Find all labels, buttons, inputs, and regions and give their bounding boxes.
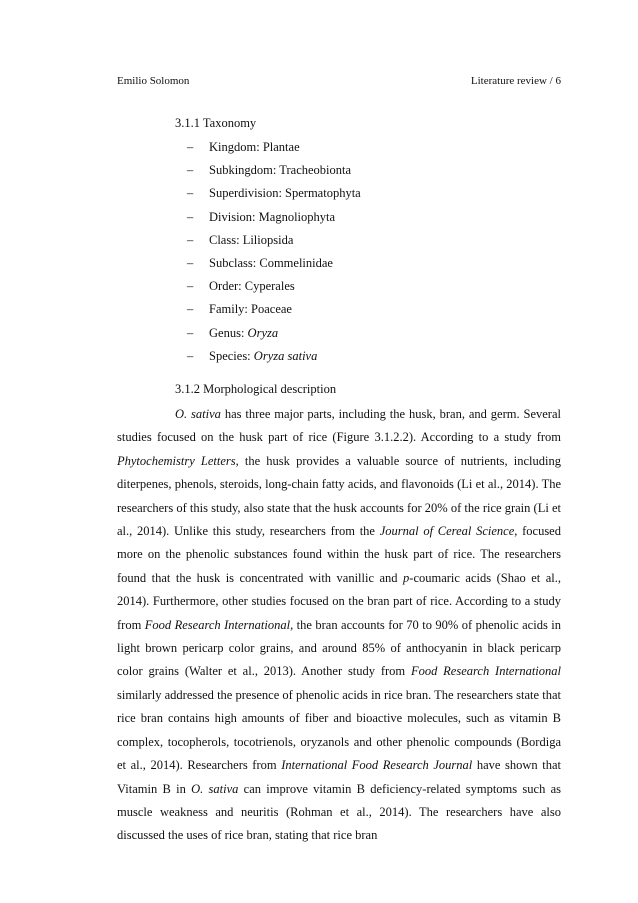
- italic-text-segment: p: [403, 570, 410, 585]
- dash-bullet: –: [187, 279, 194, 294]
- taxonomy-label: Superdivision:: [209, 186, 286, 201]
- dash-bullet: –: [187, 232, 194, 247]
- dash-bullet: –: [187, 302, 194, 317]
- taxonomy-label: Subkingdom:: [209, 163, 280, 178]
- taxonomy-item: [187, 325, 361, 348]
- taxonomy-value: Oryza: [247, 325, 279, 340]
- taxonomy-label: Class:: [209, 232, 243, 247]
- italic-text-segment: International Food Research Journal: [281, 758, 473, 773]
- text-segment: , the husk provides a valuable source of nutrients, including diterpenes, phenols, steroids, long-chain fatty acids, and flavonoids (Li et al., 2014). The researchers of this study, also state that the husk accounts for 20% of the rice grain (Li et al., 2014). Unlike this study, researchers from the: [117, 453, 561, 539]
- taxonomy-item: [187, 278, 361, 301]
- taxonomy-value: Magnoliophyta: [258, 209, 336, 224]
- taxonomy-list: [187, 139, 361, 371]
- taxonomy-item: [187, 209, 361, 232]
- text-segment: , the bran accounts for 70 to 90% of phenolic acids in light brown pericarp color grains, and around 85% of anthocyanin in black pericarp color grains (Walter et al., 2013). Another study from: [117, 617, 561, 679]
- morphology-paragraph: [117, 403, 561, 848]
- taxonomy-label: Order:: [209, 279, 245, 294]
- italic-text-segment: Phytochemistry Letters: [117, 453, 236, 468]
- dash-bullet: –: [187, 140, 194, 154]
- header-page-label: Literature review / 6: [470, 75, 561, 87]
- taxonomy-item: [187, 348, 361, 371]
- taxonomy-item: [187, 162, 361, 185]
- italic-text-segment: Food Research International: [410, 664, 561, 679]
- italic-text-segment: O. sativa: [175, 407, 221, 421]
- taxonomy-item: [187, 185, 361, 208]
- dash-bullet: –: [187, 163, 194, 178]
- dash-bullet: –: [187, 186, 194, 201]
- text-segment: has three major parts, including the husk, bran, and germ. Several studies focused on the husk part of rice (Figure 3.1.2.2). According to a study from: [117, 407, 561, 445]
- taxonomy-label: Subclass:: [209, 255, 260, 270]
- taxonomy-value: Commelinidae: [259, 255, 333, 270]
- morphology-heading: 3.1.2 Morphological description: [175, 382, 337, 396]
- taxonomy-heading: 3.1.1 Taxonomy: [175, 116, 257, 130]
- taxonomy-value: Plantae: [262, 140, 300, 154]
- taxonomy-label: Division:: [209, 209, 259, 224]
- taxonomy-item: [187, 139, 361, 162]
- italic-text-segment: Food Research International: [144, 617, 291, 632]
- dash-bullet: –: [187, 348, 194, 363]
- text-segment: -coumaric acids (Shao et al., 2014). Furthermore, other studies focused on the bran part of rice. According to a study from: [117, 570, 561, 632]
- text-segment: have shown that Vitamin B in: [117, 758, 561, 796]
- taxonomy-value: Poaceae: [251, 302, 292, 317]
- taxonomy-value: Cyperales: [244, 279, 295, 294]
- taxonomy-item: [187, 301, 361, 324]
- italic-text-segment: Journal of Cereal Science: [379, 524, 515, 539]
- taxonomy-value: Spermatophyta: [285, 186, 361, 201]
- dash-bullet: –: [187, 255, 194, 270]
- taxonomy-value: Tracheobionta: [279, 163, 352, 178]
- text-segment: can improve vitamin B deficiency-related symptoms such as muscle weakness and neuritis (Rohman et al., 2014). The researchers have also discussed the uses of rice bran, stating that rice bran: [117, 781, 561, 843]
- taxonomy-value: Oryza sativa: [253, 348, 318, 363]
- taxonomy-label: Genus:: [209, 325, 248, 340]
- text-segment: , focused more on the phenolic substances found within the husk part of rice. The researchers found that the husk is concentrated with vanillic and: [117, 524, 561, 585]
- taxonomy-label: Species:: [209, 348, 254, 363]
- taxonomy-value: Liliopsida: [242, 232, 294, 247]
- text-segment: similarly addressed the presence of phenolic acids in rice bran. The researchers state that rice bran contains high amounts of fiber and bioactive molecules, such as vitamin B complex, tocopherols, tocotrienols, oryzanols and other phenolic compounds (Bordiga et al., 2014). Researchers from: [117, 687, 561, 773]
- taxonomy-item: [187, 255, 361, 278]
- header-author: Emilio Solomon: [117, 75, 190, 87]
- dash-bullet: –: [187, 209, 194, 224]
- taxonomy-label: Family:: [209, 302, 252, 317]
- dash-bullet: –: [187, 325, 194, 340]
- italic-text-segment: O. sativa: [191, 781, 239, 796]
- taxonomy-label: Kingdom:: [209, 140, 263, 154]
- taxonomy-item: [187, 232, 361, 255]
